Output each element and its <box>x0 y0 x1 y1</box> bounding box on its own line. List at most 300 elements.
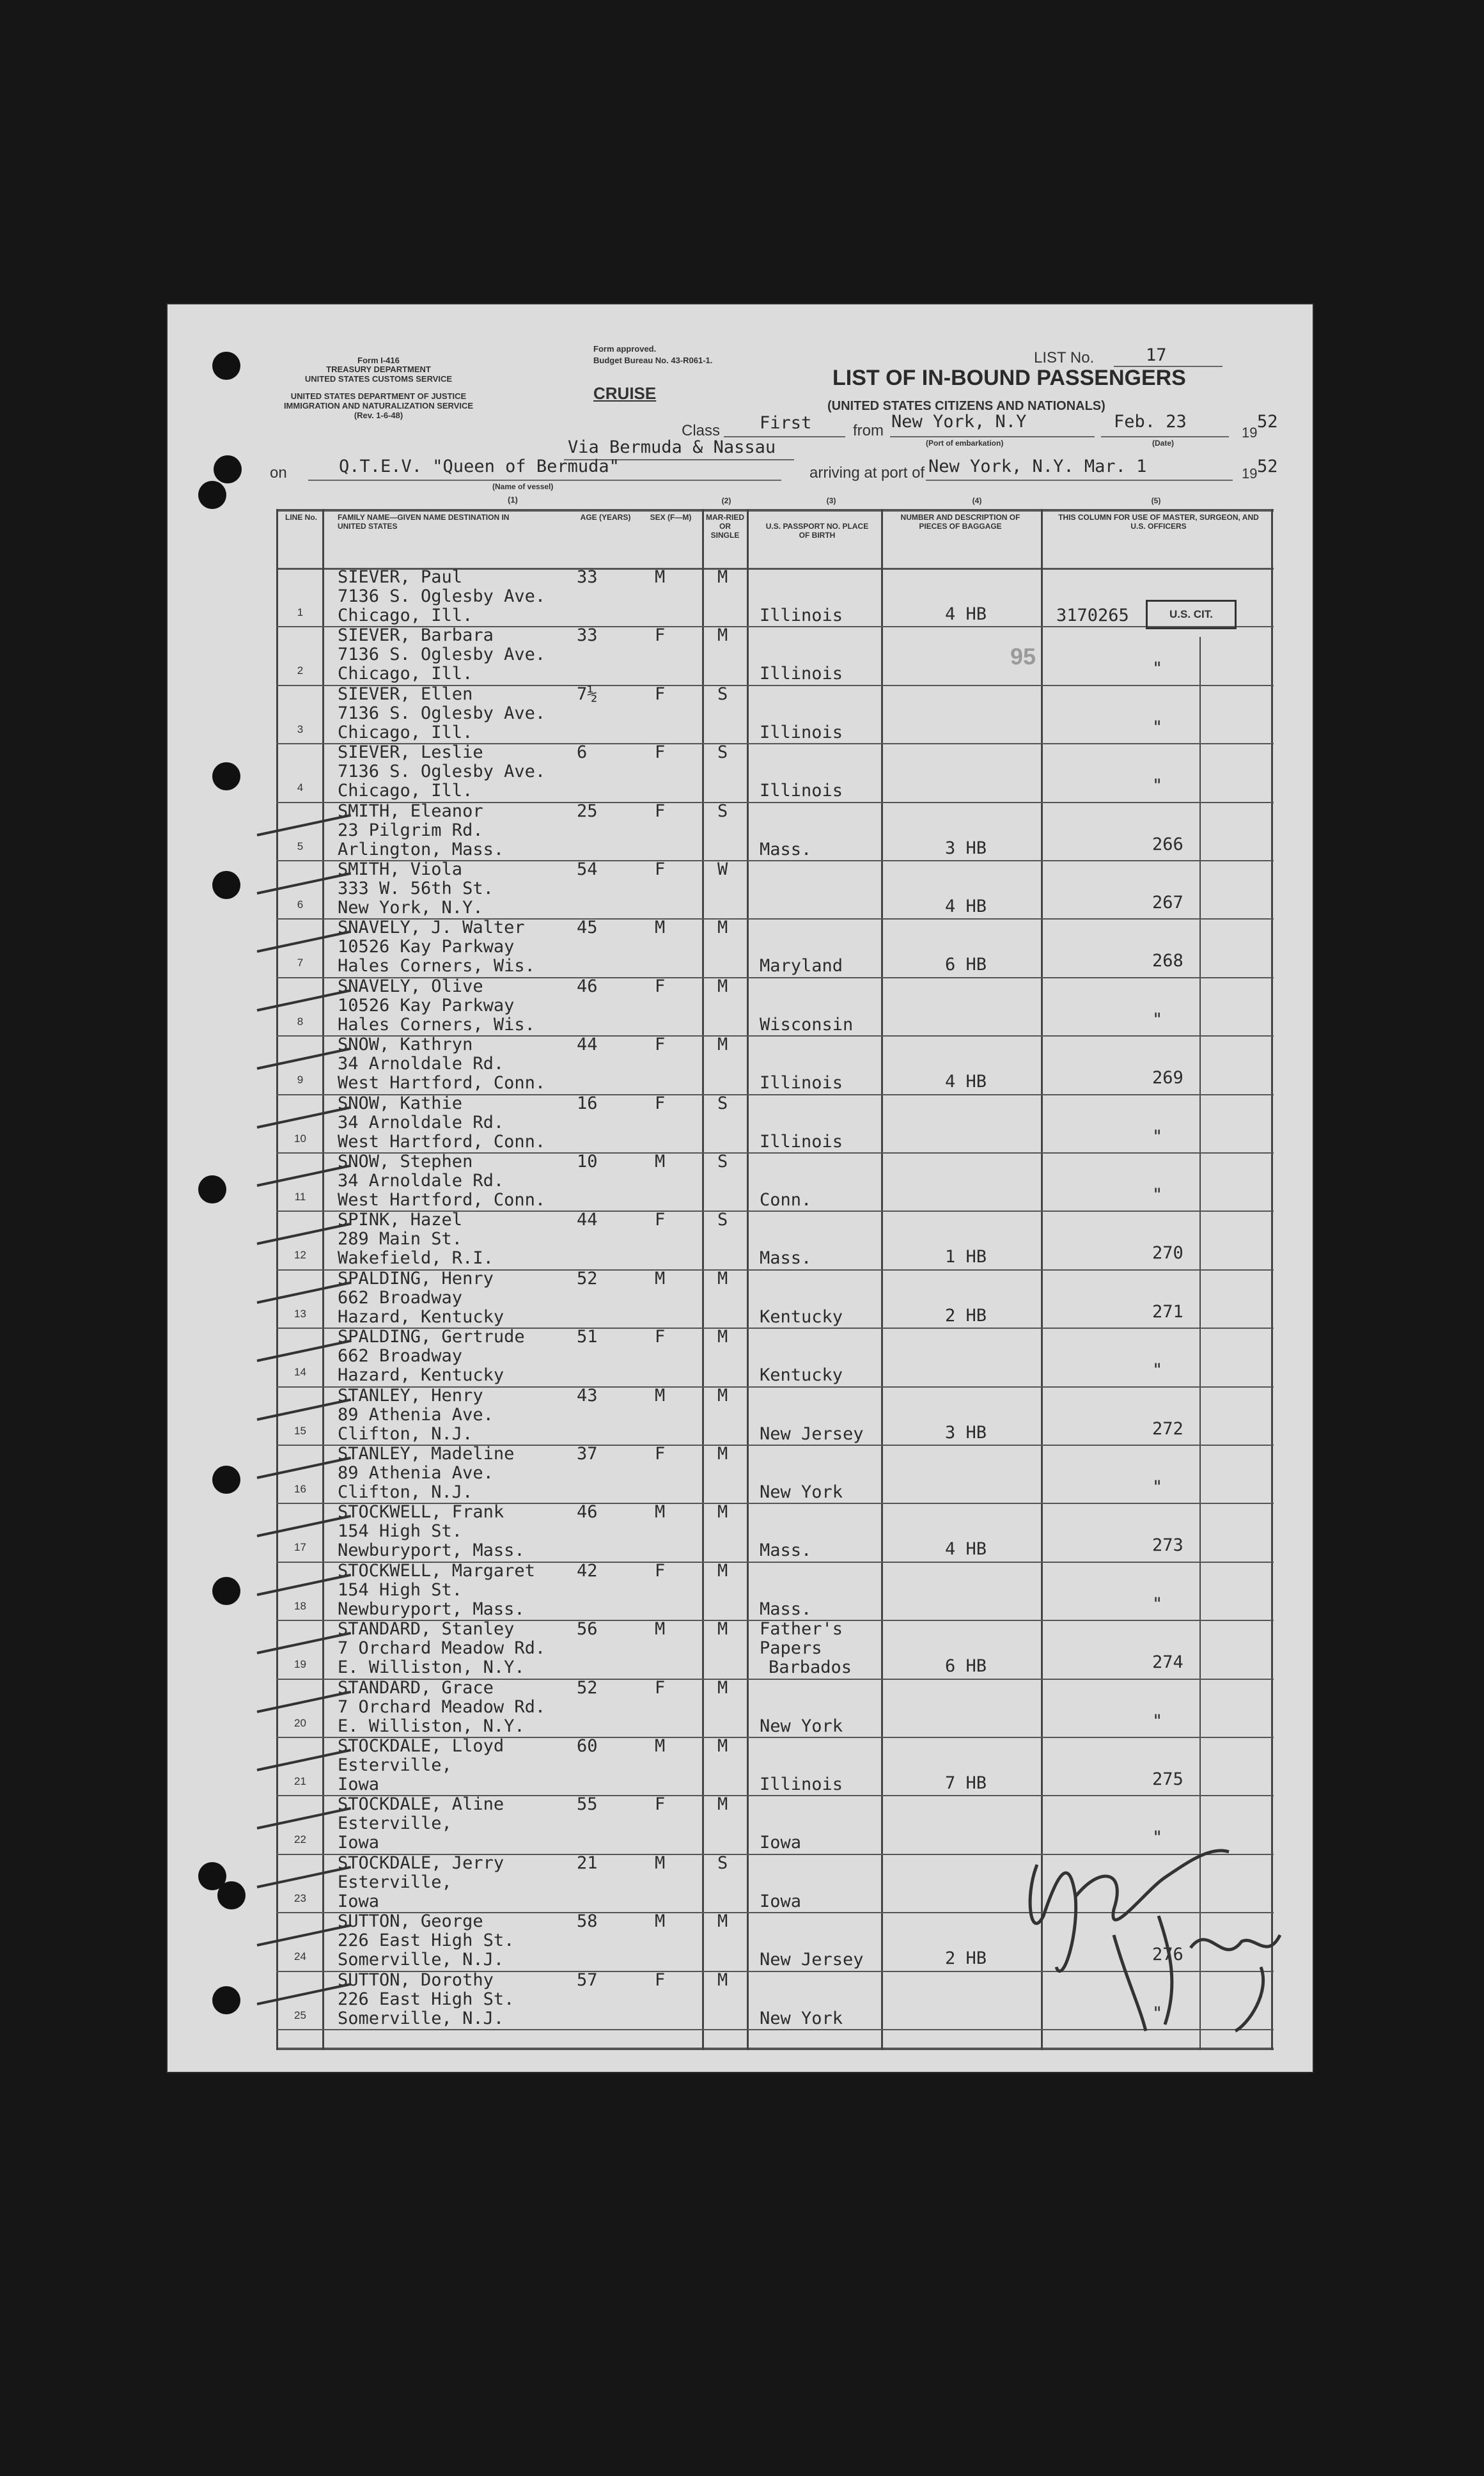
officer-number: 267 <box>1152 893 1183 913</box>
passenger-sex: F <box>655 1210 666 1230</box>
passenger-name: SUTTON, George <box>338 1911 483 1932</box>
officer-number: " <box>1152 776 1163 796</box>
table-row <box>276 1385 1274 1446</box>
passenger-name: SPALDING, Gertrude <box>338 1327 525 1347</box>
check-mark <box>257 1749 352 1771</box>
passenger-name: SIEVER, Paul <box>338 567 463 587</box>
table-row <box>276 744 1274 803</box>
passenger-name: SNOW, Kathie <box>338 1093 463 1113</box>
passenger-sex: F <box>655 1327 666 1347</box>
passenger-address-2: West Hartford, Conn. <box>338 1131 546 1152</box>
passenger-address-1: 333 W. 56th St. <box>338 879 494 898</box>
place-of-birth: New Jersey <box>760 1423 864 1444</box>
justice-dept: UNITED STATES DEPARTMENT OF JUSTICE <box>290 391 467 401</box>
passenger-name: SNOW, Stephen <box>338 1152 473 1171</box>
col-number-4: (4) <box>972 496 982 505</box>
marital-status: S <box>717 1210 728 1230</box>
marital-status: M <box>717 1911 728 1932</box>
place-of-birth: Mass. <box>760 1540 812 1561</box>
vessel-caption: (Name of vessel) <box>492 482 554 491</box>
line-number: 23 <box>294 1892 306 1904</box>
marital-status: S <box>717 1093 728 1113</box>
table-row <box>276 1037 1274 1095</box>
officer-number: " <box>1152 1009 1163 1030</box>
table-top-rule <box>276 509 1274 512</box>
table-row <box>276 1560 1274 1621</box>
table-row <box>276 1268 1274 1329</box>
arrival-line <box>926 480 1233 481</box>
class-label: Class <box>682 422 721 439</box>
line-number: 22 <box>294 1833 306 1846</box>
passenger-address-2: E. Williston, N.Y. <box>338 1657 525 1678</box>
officer-signature <box>1018 1839 1299 2044</box>
table-row <box>276 1212 1274 1270</box>
on-label: on <box>270 464 287 482</box>
passenger-age: 43 <box>577 1385 598 1406</box>
passenger-name: SUTTON, Dorothy <box>338 1970 494 1990</box>
passenger-address-2: Iowa <box>338 1775 380 1794</box>
binder-hole <box>212 871 240 899</box>
place-of-birth-3: Barbados <box>769 1657 852 1678</box>
line-number: 8 <box>297 1015 304 1028</box>
passenger-age: 44 <box>577 1035 598 1055</box>
marital-status: M <box>717 1268 728 1289</box>
check-mark <box>257 872 352 895</box>
table-row <box>276 1154 1274 1212</box>
place-of-birth: Conn. <box>760 1190 812 1210</box>
check-mark <box>257 1807 352 1830</box>
passenger-name: SIEVER, Ellen <box>338 684 473 704</box>
marital-status: M <box>717 1970 728 1990</box>
passenger-sex: M <box>655 918 666 938</box>
table-bottom-rule <box>276 2048 1274 2050</box>
list-number: 17 <box>1146 345 1167 365</box>
passenger-address-2: E. Williston, N.Y. <box>338 1716 525 1736</box>
passenger-address-1: 226 East High St. <box>338 1931 515 1951</box>
officer-number: " <box>1152 1711 1163 1731</box>
passenger-age: 37 <box>577 1444 598 1464</box>
passenger-address-1: 7 Orchard Meadow Rd. <box>338 1638 546 1659</box>
check-mark <box>257 1281 352 1304</box>
col-line-header: LINE No. <box>285 513 317 522</box>
marital-status: M <box>717 1327 728 1347</box>
arrival-value: New York, N.Y. Mar. 1 <box>928 457 1147 476</box>
passenger-age: 21 <box>577 1853 598 1873</box>
place-of-birth: Iowa <box>760 1833 802 1853</box>
col-sex-header: SEX (F—M) <box>650 513 692 522</box>
baggage-count: 2 HB <box>945 1305 987 1326</box>
passenger-sex: F <box>655 742 666 763</box>
binder-hole <box>217 1881 246 1909</box>
line-number: 17 <box>294 1541 306 1554</box>
table-row <box>276 1095 1274 1154</box>
passenger-table <box>276 496 1274 2050</box>
passenger-address-1: 226 East High St. <box>338 1989 515 2009</box>
passenger-address-1: Esterville, <box>338 1755 452 1775</box>
passenger-name: STANLEY, Henry <box>338 1385 483 1406</box>
passenger-name: STANDARD, Grace <box>338 1677 494 1698</box>
line-number: 9 <box>297 1074 304 1086</box>
passenger-age: 58 <box>577 1911 598 1932</box>
passenger-address-1: 10526 Kay Parkway <box>338 995 515 1015</box>
form-approved: Form approved. <box>593 344 657 354</box>
passenger-sex: M <box>655 1385 666 1406</box>
line-number: 14 <box>294 1366 306 1379</box>
passenger-address-2: New York, N.Y. <box>338 898 483 918</box>
passenger-sex: F <box>655 1035 666 1055</box>
passenger-sex: M <box>655 567 666 587</box>
place-of-birth: New Jersey <box>760 1950 864 1970</box>
passenger-name: STOCKWELL, Margaret <box>338 1560 535 1581</box>
passenger-sex: F <box>655 684 666 704</box>
check-mark <box>257 1223 352 1245</box>
arrival-year: 52 <box>1257 457 1278 476</box>
table-row <box>276 861 1274 920</box>
marital-status: M <box>717 918 728 938</box>
year-prefix: 19 <box>1242 425 1258 441</box>
revision: (Rev. 1-6-48) <box>354 411 403 420</box>
place-of-birth: New York <box>760 1482 843 1502</box>
check-mark <box>257 1047 352 1070</box>
line-number: 25 <box>294 2009 306 2021</box>
passenger-address-2: West Hartford, Conn. <box>338 1190 546 1210</box>
port-caption: (Port of embarkation) <box>926 439 1004 448</box>
passenger-age: 51 <box>577 1327 598 1347</box>
place-of-birth: Illinois <box>760 1131 843 1152</box>
marital-status: M <box>717 1560 728 1581</box>
officer-number: " <box>1152 1126 1163 1147</box>
col-age-header: AGE (YEARS) <box>580 513 631 522</box>
passenger-address-2: Clifton, N.J. <box>338 1423 473 1444</box>
passenger-age: 33 <box>577 567 598 587</box>
customs-service: UNITED STATES CUSTOMS SERVICE <box>304 374 453 384</box>
line-number: 2 <box>297 664 304 677</box>
place-of-birth-2: Papers <box>760 1638 822 1659</box>
line-number: 16 <box>294 1483 306 1495</box>
passenger-age: 52 <box>577 1268 598 1289</box>
line-number: 1 <box>297 606 304 618</box>
passenger-name: STOCKDALE, Lloyd <box>338 1736 504 1756</box>
stamp-number: 95 <box>1010 643 1036 670</box>
list-label: LIST No. <box>1034 349 1095 366</box>
passenger-name: STOCKDALE, Jerry <box>338 1853 504 1873</box>
officer-number: " <box>1152 1185 1163 1205</box>
marital-status: M <box>717 1794 728 1815</box>
date-value: Feb. 23 <box>1114 412 1187 432</box>
class-value: First <box>760 413 812 433</box>
baggage-count: 7 HB <box>945 1773 987 1793</box>
passenger-sex: M <box>655 1736 666 1756</box>
budget-bureau: Budget Bureau No. 43-R061-1. <box>593 356 713 365</box>
line-number: 13 <box>294 1307 306 1320</box>
baggage-count: 4 HB <box>945 1539 987 1560</box>
binder-hole <box>212 1986 240 2014</box>
table-row <box>276 627 1274 686</box>
check-mark <box>257 813 352 836</box>
binder-hole <box>214 455 242 483</box>
passenger-address-1: 7136 S. Oglesby Ave. <box>338 586 546 606</box>
passenger-name: SPINK, Hazel <box>338 1210 463 1230</box>
passenger-address-2: Chicago, Ill. <box>338 722 473 742</box>
marital-status: S <box>717 801 728 821</box>
marital-status: M <box>717 625 728 646</box>
passenger-address-1: 89 Athenia Ave. <box>338 1463 494 1483</box>
passenger-address-2: Somerville, N.J. <box>338 2008 504 2028</box>
col-married-header: MAR-RIED OR SINGLE <box>706 513 744 540</box>
place-of-birth: New York <box>760 1716 843 1736</box>
passenger-address-1: 23 Pilgrim Rd. <box>338 820 483 840</box>
passenger-address-2: Iowa <box>338 1891 380 1911</box>
marital-status: W <box>717 859 728 879</box>
passenger-address-2: Chicago, Ill. <box>338 781 473 801</box>
place-of-birth: Iowa <box>760 1891 802 1911</box>
baggage-count: 4 HB <box>945 897 987 916</box>
line-number: 15 <box>294 1424 306 1437</box>
col-name-header: FAMILY NAME—GIVEN NAME DESTINATION IN UNITED STATES <box>338 513 510 531</box>
place-of-birth: Maryland <box>760 956 843 976</box>
passenger-age: 7½ <box>577 684 598 704</box>
place-of-birth: Illinois <box>760 1073 843 1093</box>
passenger-address-2: Iowa <box>338 1833 380 1853</box>
passenger-address-2: Somerville, N.J. <box>338 1950 504 1970</box>
officer-number: " <box>1152 1477 1163 1497</box>
baggage-count: 4 HB <box>945 604 987 624</box>
passenger-name: STOCKWELL, Frank <box>338 1502 504 1523</box>
officer-number: 271 <box>1152 1301 1183 1322</box>
passenger-address-2: Hales Corners, Wis. <box>338 1014 535 1035</box>
marital-status: S <box>717 742 728 763</box>
line-number: 3 <box>297 723 304 735</box>
marital-status: S <box>717 684 728 704</box>
place-of-birth: Illinois <box>760 781 843 801</box>
passenger-age: 57 <box>577 1970 598 1990</box>
line-number: 10 <box>294 1132 306 1145</box>
caption-1: (1) <box>508 495 518 505</box>
baggage-count: 2 HB <box>945 1948 987 1969</box>
check-mark <box>257 989 352 1012</box>
passenger-address-2: Clifton, N.J. <box>338 1482 473 1502</box>
passenger-sex: F <box>655 976 666 996</box>
line-number: 18 <box>294 1599 306 1612</box>
officer-number: 275 <box>1152 1769 1183 1789</box>
marital-status: S <box>717 1152 728 1171</box>
passenger-sex: F <box>655 801 666 821</box>
passenger-age: 10 <box>577 1152 598 1171</box>
binder-hole <box>198 1175 226 1203</box>
treasury-dept: TREASURY DEPARTMENT <box>326 364 431 374</box>
passenger-address-1: 7 Orchard Meadow Rd. <box>338 1696 546 1717</box>
passenger-age: 45 <box>577 918 598 938</box>
passenger-address-1: 34 Arnoldale Rd. <box>338 1171 504 1191</box>
vessel-line <box>308 480 781 481</box>
line-number: 7 <box>297 957 304 969</box>
marital-status: M <box>717 1736 728 1756</box>
arrival-year-prefix: 19 <box>1242 466 1258 482</box>
passenger-age: 16 <box>577 1093 598 1113</box>
check-mark <box>257 1866 352 1888</box>
cruise-label: CRUISE <box>593 384 657 403</box>
us-citizen-stamp: U.S. CIT. <box>1146 600 1237 629</box>
passenger-address-2: Chicago, Ill. <box>338 664 473 684</box>
place-of-birth: Father's <box>760 1619 843 1640</box>
passenger-name: SIEVER, Leslie <box>338 742 483 763</box>
marital-status: M <box>717 976 728 996</box>
passenger-sex: M <box>655 1619 666 1640</box>
vessel-name: Q.T.E.V. "Queen of Bermuda" <box>339 457 620 476</box>
line-number: 24 <box>294 1950 306 1963</box>
col-number-3: (3) <box>826 496 836 505</box>
place-of-birth: Illinois <box>760 606 843 625</box>
binder-hole <box>212 352 240 380</box>
passenger-sex: F <box>655 1794 666 1815</box>
officer-number: " <box>1152 1360 1163 1381</box>
place-of-birth: Mass. <box>760 1599 812 1619</box>
place-of-birth: Mass. <box>760 839 812 859</box>
line-number: 12 <box>294 1249 306 1262</box>
table-row <box>276 1621 1274 1679</box>
check-mark <box>257 1574 352 1596</box>
passenger-age: 46 <box>577 1502 598 1523</box>
passenger-name: STANLEY, Madeline <box>338 1444 515 1464</box>
passenger-age: 33 <box>577 625 598 646</box>
check-mark <box>257 1924 352 1947</box>
passenger-sex: M <box>655 1268 666 1289</box>
officer-number: 273 <box>1152 1535 1183 1556</box>
passenger-sex: F <box>655 1970 666 1990</box>
passenger-name: SNAVELY, Olive <box>338 976 483 996</box>
passenger-sex: F <box>655 1093 666 1113</box>
table-row <box>276 803 1274 861</box>
ins-service: IMMIGRATION AND NATURALIZATION SERVICE <box>283 401 474 411</box>
from-line <box>890 436 1095 437</box>
table-row <box>276 569 1274 627</box>
arriving-label: arriving at port of <box>809 464 925 482</box>
officer-number: 268 <box>1152 951 1183 971</box>
passenger-address-1: Esterville, <box>338 1814 452 1834</box>
table-row <box>276 1329 1274 1387</box>
passenger-name: SNOW, Kathryn <box>338 1035 473 1055</box>
baggage-count: 3 HB <box>945 1422 987 1443</box>
passenger-address-1: Esterville, <box>338 1872 452 1892</box>
col-number-5: (5) <box>1151 496 1161 505</box>
place-of-birth: Illinois <box>760 1775 843 1794</box>
passenger-address-2: Newburyport, Mass. <box>338 1540 525 1561</box>
officer-number: " <box>1152 659 1163 679</box>
baggage-count: 6 HB <box>945 955 987 975</box>
passenger-address-1: 10526 Kay Parkway <box>338 937 515 957</box>
check-mark <box>257 1632 352 1654</box>
col-passport-header: U.S. PASSPORT NO. PLACE OF BIRTH <box>765 522 869 540</box>
baggage-count: 4 HB <box>945 1072 987 1092</box>
place-of-birth: Illinois <box>760 722 843 742</box>
passenger-address-1: 34 Arnoldale Rd. <box>338 1054 504 1074</box>
binder-hole <box>198 481 226 509</box>
check-mark <box>257 1398 352 1420</box>
marital-status: S <box>717 1853 728 1873</box>
officer-number: " <box>1152 2003 1163 2023</box>
passenger-age: 52 <box>577 1677 598 1698</box>
marital-status: M <box>717 1502 728 1523</box>
passenger-age: 56 <box>577 1619 598 1640</box>
check-mark <box>257 1164 352 1187</box>
date-line <box>1101 436 1229 437</box>
line-number: 19 <box>294 1658 306 1671</box>
table-row <box>276 686 1274 744</box>
baggage-count: 3 HB <box>945 838 987 858</box>
form-number: Form I-416 <box>357 356 400 365</box>
passenger-address-1: 154 High St. <box>338 1521 463 1542</box>
table-row <box>276 1446 1274 1504</box>
place-of-birth: Kentucky <box>760 1306 843 1327</box>
marital-status: M <box>717 1385 728 1406</box>
place-of-birth: Mass. <box>760 1248 812 1269</box>
passenger-name: SNAVELY, J. Walter <box>338 918 525 938</box>
marital-status: M <box>717 1677 728 1698</box>
check-mark <box>257 1690 352 1712</box>
passenger-address-2: Arlington, Mass. <box>338 839 504 859</box>
list-title: LIST OF IN-BOUND PASSENGERS <box>832 366 1186 390</box>
place-of-birth: Kentucky <box>760 1365 843 1386</box>
passenger-age: 44 <box>577 1210 598 1230</box>
line-number: 5 <box>297 840 304 852</box>
marital-status: M <box>717 1619 728 1640</box>
binder-hole <box>212 1577 240 1605</box>
manifest-page <box>168 304 1313 2072</box>
passenger-sex: F <box>655 859 666 879</box>
place-of-birth: Illinois <box>760 664 843 684</box>
passenger-address-2: Hazard, Kentucky <box>338 1306 504 1327</box>
check-mark <box>257 1982 352 2005</box>
place-of-birth: New York <box>760 2008 843 2028</box>
officer-number: 276 <box>1152 1945 1183 1965</box>
passenger-sex: F <box>655 1677 666 1698</box>
col-officers-header: THIS COLUMN FOR USE OF MASTER, SURGEON, AND U.S. OFFICERS <box>1058 513 1259 531</box>
passenger-sex: F <box>655 625 666 646</box>
officer-number: " <box>1152 1594 1163 1614</box>
check-mark <box>257 1515 352 1537</box>
line-number: 4 <box>297 781 304 794</box>
passenger-name: SPALDING, Henry <box>338 1268 494 1289</box>
line-number: 20 <box>294 1716 306 1729</box>
officer-number: 269 <box>1152 1068 1183 1088</box>
passenger-age: 42 <box>577 1560 598 1581</box>
officer-number: 270 <box>1152 1243 1183 1264</box>
passenger-age: 54 <box>577 859 598 879</box>
table-row <box>276 1738 1274 1796</box>
passenger-age: 60 <box>577 1736 598 1756</box>
passenger-address-1: 89 Athenia Ave. <box>338 1404 494 1425</box>
place-of-birth: Wisconsin <box>760 1014 854 1035</box>
officer-number: 274 <box>1152 1652 1183 1673</box>
passenger-address-2: Hazard, Kentucky <box>338 1365 504 1386</box>
list-subtitle: (UNITED STATES CITIZENS AND NATIONALS) <box>827 399 1105 413</box>
line-number: 6 <box>297 898 304 911</box>
officer-number: " <box>1152 1828 1163 1848</box>
passenger-address-1: 289 Main St. <box>338 1229 463 1250</box>
table-row <box>276 920 1274 978</box>
check-mark <box>257 1106 352 1128</box>
via-route: Via Bermuda & Nassau <box>568 437 776 457</box>
date-caption: (Date) <box>1152 439 1175 448</box>
passenger-address-1: 662 Broadway <box>338 1346 463 1367</box>
officer-number: 272 <box>1152 1418 1183 1439</box>
passenger-sex: F <box>655 1560 666 1581</box>
passenger-address-1: 7136 S. Oglesby Ave. <box>338 645 546 665</box>
check-mark <box>257 1340 352 1362</box>
passenger-sex: M <box>655 1911 666 1932</box>
passenger-name: SMITH, Viola <box>338 859 463 879</box>
passenger-address-1: 7136 S. Oglesby Ave. <box>338 762 546 782</box>
